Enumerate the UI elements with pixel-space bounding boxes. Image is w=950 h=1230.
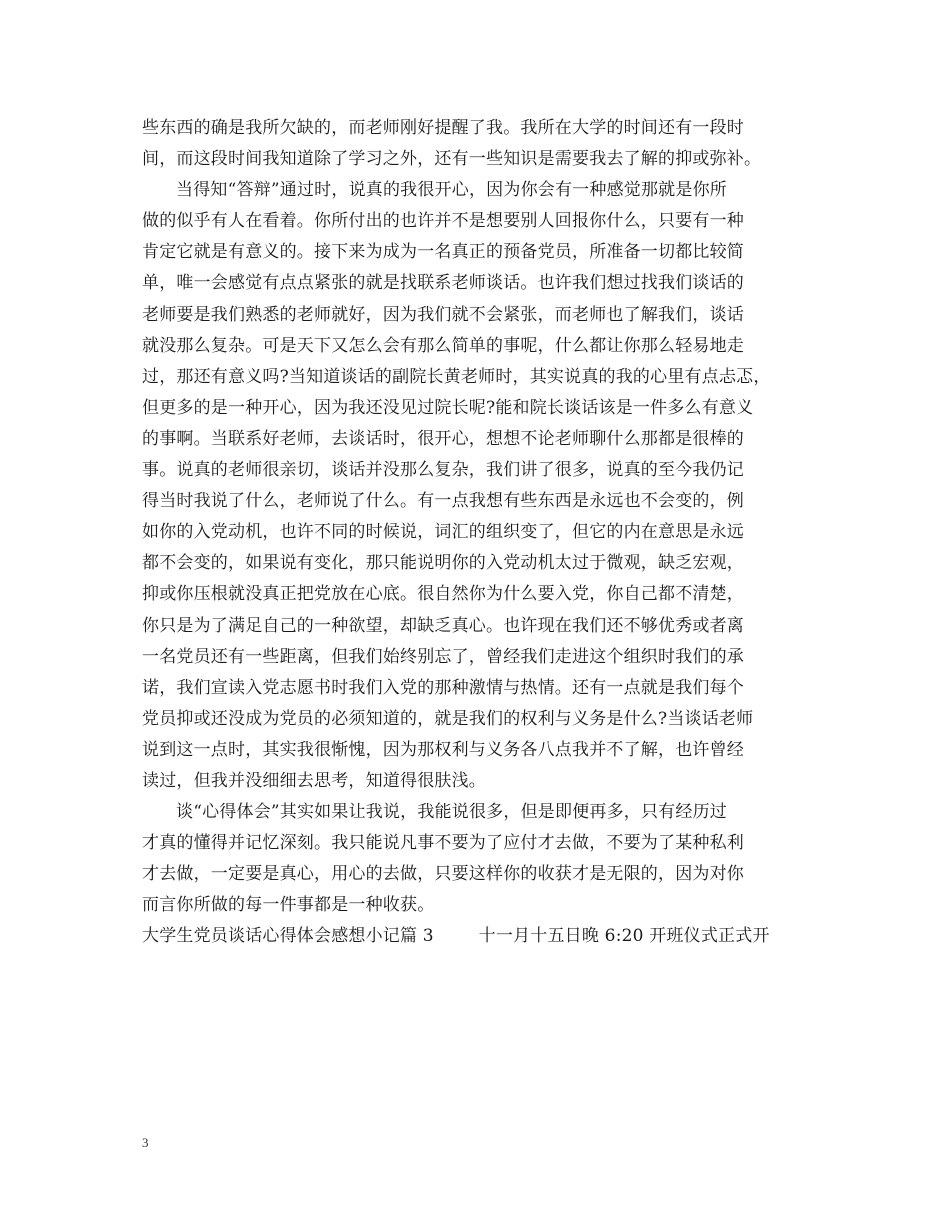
text-line: 才真的懂得并记忆深刻。我只能说凡事不要为了应付才去做，不要为了某种私利 — [142, 833, 744, 854]
text-line: 单，唯一会感觉有点点紧张的就是找联系老师谈话。也许我们想过找我们谈话的 — [142, 273, 744, 294]
text-line: 但更多的是一种开心，因为我还没见过院长呢?能和院长谈话该是一件多么有意义 — [142, 397, 754, 418]
page-number: 3 — [142, 1135, 149, 1150]
text-line: 些东西的确是我所欠缺的，而老师刚好提醒了我。我所在大学的时间还有一段时 — [142, 118, 744, 138]
text-line: 事。说真的老师很亲切，谈话并没那么复杂，我们讲了很多，说真的至今我仍记 — [142, 460, 744, 481]
heading-gap — [434, 926, 479, 946]
text-line: 而言你所做的每一件事都是一种收获。 — [142, 895, 435, 916]
text-line: 读过，但我并没细细去思考，知道得很肤浅。 — [142, 770, 486, 791]
text-line: 才去做，一定要是真心，用心的去做，只要这样你的收获才是无限的，因为对你 — [142, 864, 744, 885]
section-heading: 大学生党员谈话心得体会感想小记篇 3 — [142, 926, 434, 947]
text-line: 就没那么复杂。可是天下又怎么会有那么简单的事呢，什么都让你那么轻易地走 — [142, 335, 744, 356]
text-line: 都不会变的，如果说有变化，那只能说明你的入党动机太过于微观，缺乏宏观， — [142, 553, 744, 574]
paragraph-start-line: 谈“心得体会”其实如果让我说，我能说很多，但是即便再多，只有经历过 — [176, 802, 727, 823]
section-continuation: 十一月十五日晚 6:20 开班仪式正式开 — [478, 926, 770, 947]
text-line: 过，那还有意义吗?当知道谈话的副院长黄老师时，其实说真的我的心里有点忐忑， — [142, 366, 771, 387]
text-line: 一名党员还有一些距离，但我们始终别忘了，曾经我们走进这个组织时我们的承 — [142, 646, 744, 667]
text-line: 如你的入党动机，也许不同的时候说，词汇的组织变了，但它的内在意思是永远 — [142, 522, 744, 543]
section-heading-line — [142, 921, 814, 952]
text-line: 党员抑或还没成为党员的必须知道的，就是我们的权利与义务是什么?当谈话老师 — [142, 708, 754, 729]
body-text — [142, 113, 814, 953]
text-line: 的事啊。当联系好老师，去谈话时，很开心，想想不论老师聊什么那都是很棒的 — [142, 428, 744, 449]
text-line: 抑或你压根就没真正把党放在心底。很自然你为什么要入党，你自己都不清楚， — [142, 584, 744, 605]
text-line: 诺，我们宣读入党志愿书时我们入党的那种激情与热情。还有一点就是我们每个 — [142, 677, 744, 698]
text-line: 老师要是我们熟悉的老师就好，因为我们就不会紧张，而老师也了解我们，谈话 — [142, 304, 744, 325]
text-line: 你只是为了满足自己的一种欲望，却缺乏真心。也许现在我们还不够优秀或者离 — [142, 615, 744, 636]
paragraph-start-line: 当得知“答辩”通过时，说真的我很开心，因为你会有一种感觉那就是你所 — [176, 180, 727, 201]
text-line: 说到这一点时，其实我很惭愧，因为那权利与义务各八点我并不了解，也许曾经 — [142, 739, 744, 760]
text-line: 做的似乎有人在看着。你所付出的也许并不是想要别人回报你什么，只要有一种 — [142, 211, 744, 232]
text-line: 肯定它就是有意义的。接下来为成为一名真正的预备党员，所准备一切都比较简 — [142, 242, 744, 263]
text-line: 得当时我说了什么，老师说了什么。有一点我想有些东西是永远也不会变的，例 — [142, 491, 744, 512]
text-line: 间，而这段时间我知道除了学习之外，还有一些知识是需要我去了解的抑或弥补。 — [142, 149, 762, 170]
